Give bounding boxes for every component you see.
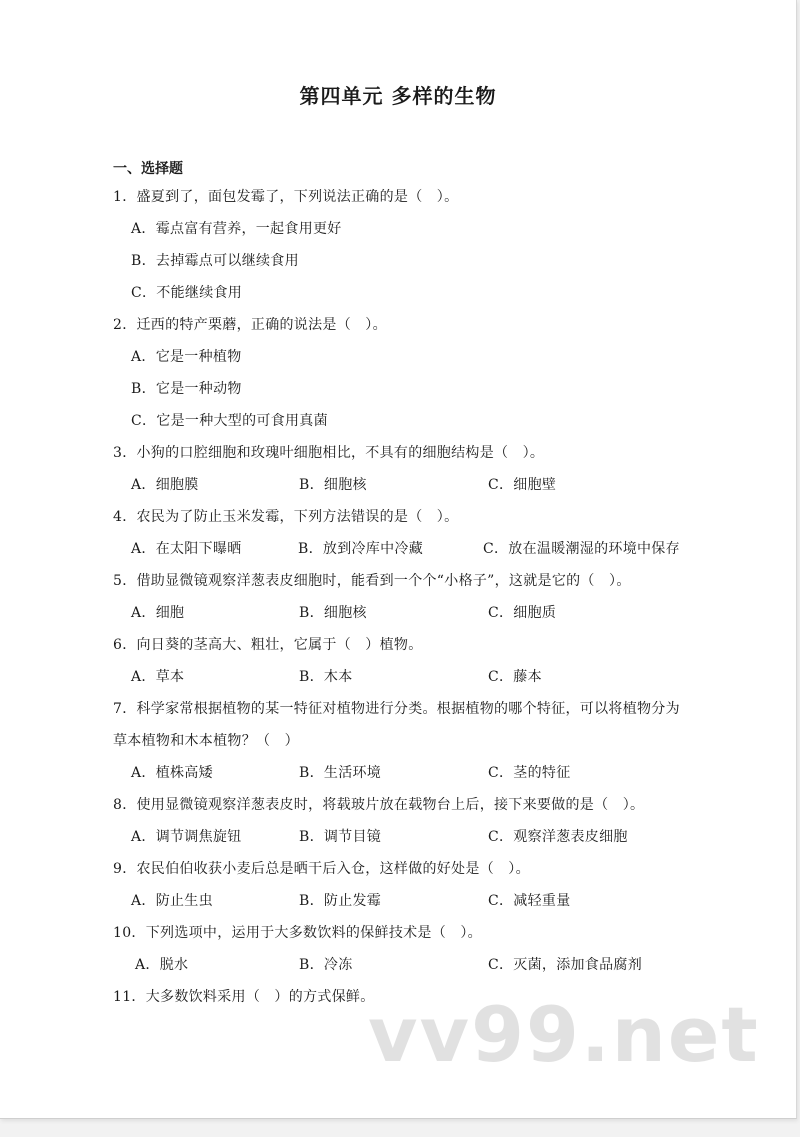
question-3: 3．小狗的口腔细胞和玫瑰叶细胞相比，不具有的细胞结构是（ ）。 bbox=[113, 445, 545, 461]
q7-option-c: C．茎的特征 bbox=[488, 765, 571, 781]
question-2: 2．迁西的特产栗蘑，正确的说法是（ ）。 bbox=[113, 317, 387, 333]
section-heading: 一、选择题 bbox=[113, 161, 183, 177]
question-5: 5．借助显微镜观察洋葱表皮细胞时，能看到一个个“小格子”，这就是它的（ ）。 bbox=[113, 573, 631, 589]
q10-option-a: A．脱水 bbox=[135, 957, 189, 973]
question-8: 8．使用显微镜观察洋葱表皮时，将载玻片放在载物台上后，接下来要做的是（ ）。 bbox=[113, 797, 645, 813]
question-10: 10．下列选项中，运用于大多数饮料的保鲜技术是（ ）。 bbox=[113, 925, 482, 941]
q9-option-a: A．防止生虫 bbox=[131, 893, 213, 909]
question-7: 7．科学家常根据植物的某一特征对植物进行分类。根据植物的哪个特征，可以将植物分为 bbox=[113, 701, 680, 717]
q1-option-c: C．不能继续食用 bbox=[131, 285, 243, 301]
q1-option-b: B．去掉霉点可以继续食用 bbox=[131, 253, 299, 269]
question-7-continued: 草本植物和木本植物？（ ） bbox=[113, 733, 299, 749]
q7-option-a: A．植株高矮 bbox=[131, 765, 213, 781]
question-6: 6．向日葵的茎高大、粗壮，它属于（ ）植物。 bbox=[113, 637, 423, 653]
q5-option-b: B．细胞核 bbox=[299, 605, 367, 621]
q4-option-b: B．放到冷库中冷藏 bbox=[298, 541, 423, 557]
q7-option-b: B．生活环境 bbox=[299, 765, 382, 781]
q9-option-b: B．防止发霉 bbox=[299, 893, 382, 909]
q8-option-c: C．观察洋葱表皮细胞 bbox=[488, 829, 628, 845]
watermark: vv99.net bbox=[368, 990, 760, 1079]
q4-option-c: C．放在温暖潮湿的环境中保存 bbox=[483, 541, 680, 557]
question-4: 4．农民为了防止玉米发霉，下列方法错误的是（ ）。 bbox=[113, 509, 459, 525]
q2-option-b: B．它是一种动物 bbox=[131, 381, 242, 397]
q8-option-b: B．调节目镜 bbox=[299, 829, 382, 845]
q2-option-c: C．它是一种大型的可食用真菌 bbox=[131, 413, 328, 429]
q10-option-b: B．冷冻 bbox=[299, 957, 353, 973]
q2-option-a: A．它是一种植物 bbox=[131, 349, 242, 365]
q5-option-a: A．细胞 bbox=[131, 605, 185, 621]
q10-option-c: C．灭菌，添加食品腐剂 bbox=[488, 957, 643, 973]
question-9: 9．农民伯伯收获小麦后总是晒干后入仓，这样做的好处是（ ）。 bbox=[113, 861, 530, 877]
q4-option-a: A．在太阳下曝晒 bbox=[131, 541, 242, 557]
q9-option-c: C．减轻重量 bbox=[488, 893, 571, 909]
q3-option-c: C．细胞壁 bbox=[488, 477, 557, 493]
q1-option-a: A．霉点富有营养，一起食用更好 bbox=[131, 221, 342, 237]
q3-option-a: A．细胞膜 bbox=[131, 477, 199, 493]
question-11: 11．大多数饮料采用（ ）的方式保鲜。 bbox=[113, 989, 375, 1005]
q3-option-b: B．细胞核 bbox=[299, 477, 367, 493]
page-title: 第四单元 多样的生物 bbox=[299, 84, 497, 108]
q6-option-c: C．藤本 bbox=[488, 669, 542, 685]
question-1: 1．盛夏到了，面包发霉了，下列说法正确的是（ ）。 bbox=[113, 189, 459, 205]
q8-option-a: A．调节调焦旋钮 bbox=[131, 829, 242, 845]
q6-option-a: A．草本 bbox=[131, 669, 185, 685]
q6-option-b: B．木本 bbox=[299, 669, 353, 685]
q5-option-c: C．细胞质 bbox=[488, 605, 557, 621]
